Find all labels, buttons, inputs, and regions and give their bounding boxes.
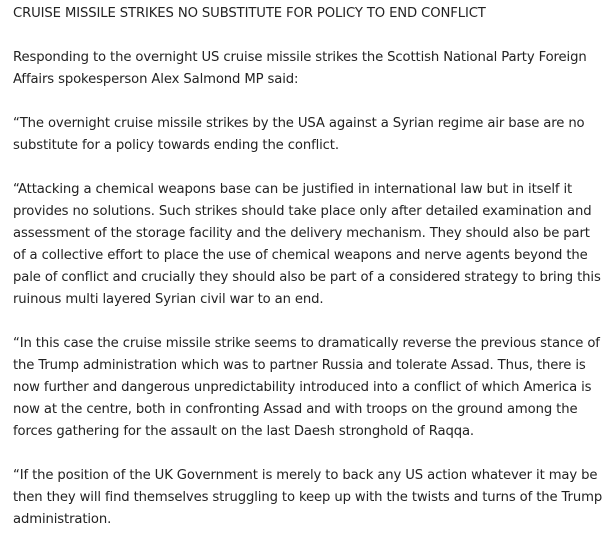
quote-paragraph-1: “The overnight cruise missile strikes by the USA against a Syrian regime air base are no substitute for a policy towards ending the conflict.	[13, 116, 585, 153]
quote-paragraph-2: “Attacking a chemical weapons base can be justified in international law but in itself it provides no solutions. Such strikes should take place only after detailed examination and assessment of the storage facility and the delivery mechanism. They should also be part of a collective effort to place the use of chemical weapons and nerve agents beyond the pale of conflict and crucially they should also be part of a considered strategy to bring this ruinous multi layered Syrian civil war to an end.	[13, 182, 601, 307]
press-release-document	[13, 3, 603, 553]
intro-paragraph: Responding to the overnight US cruise missile strikes the Scottish National Party Foreign Affairs spokesperson Alex Salmond MP said:	[13, 50, 587, 87]
headline: CRUISE MISSILE STRIKES NO SUBSTITUTE FOR POLICY TO END CONFLICT	[13, 6, 486, 21]
quote-paragraph-3: “In this case the cruise missile strike seems to dramatically reverse the previous stance of the Trump administration which was to partner Russia and tolerate Assad. Thus, there is now further and dangerous unpredictability introduced into a conflict of which America is now at the centre, both in confronting Assad and with troops on the ground among the forces gathering for the assault on the last Daesh stronghold of Raqqa.	[13, 336, 600, 439]
quote-paragraph-4: “If the position of the UK Government is merely to back any US action whatever it may be then they will find themselves struggling to keep up with the twists and turns of the Trump administration.	[13, 468, 603, 527]
